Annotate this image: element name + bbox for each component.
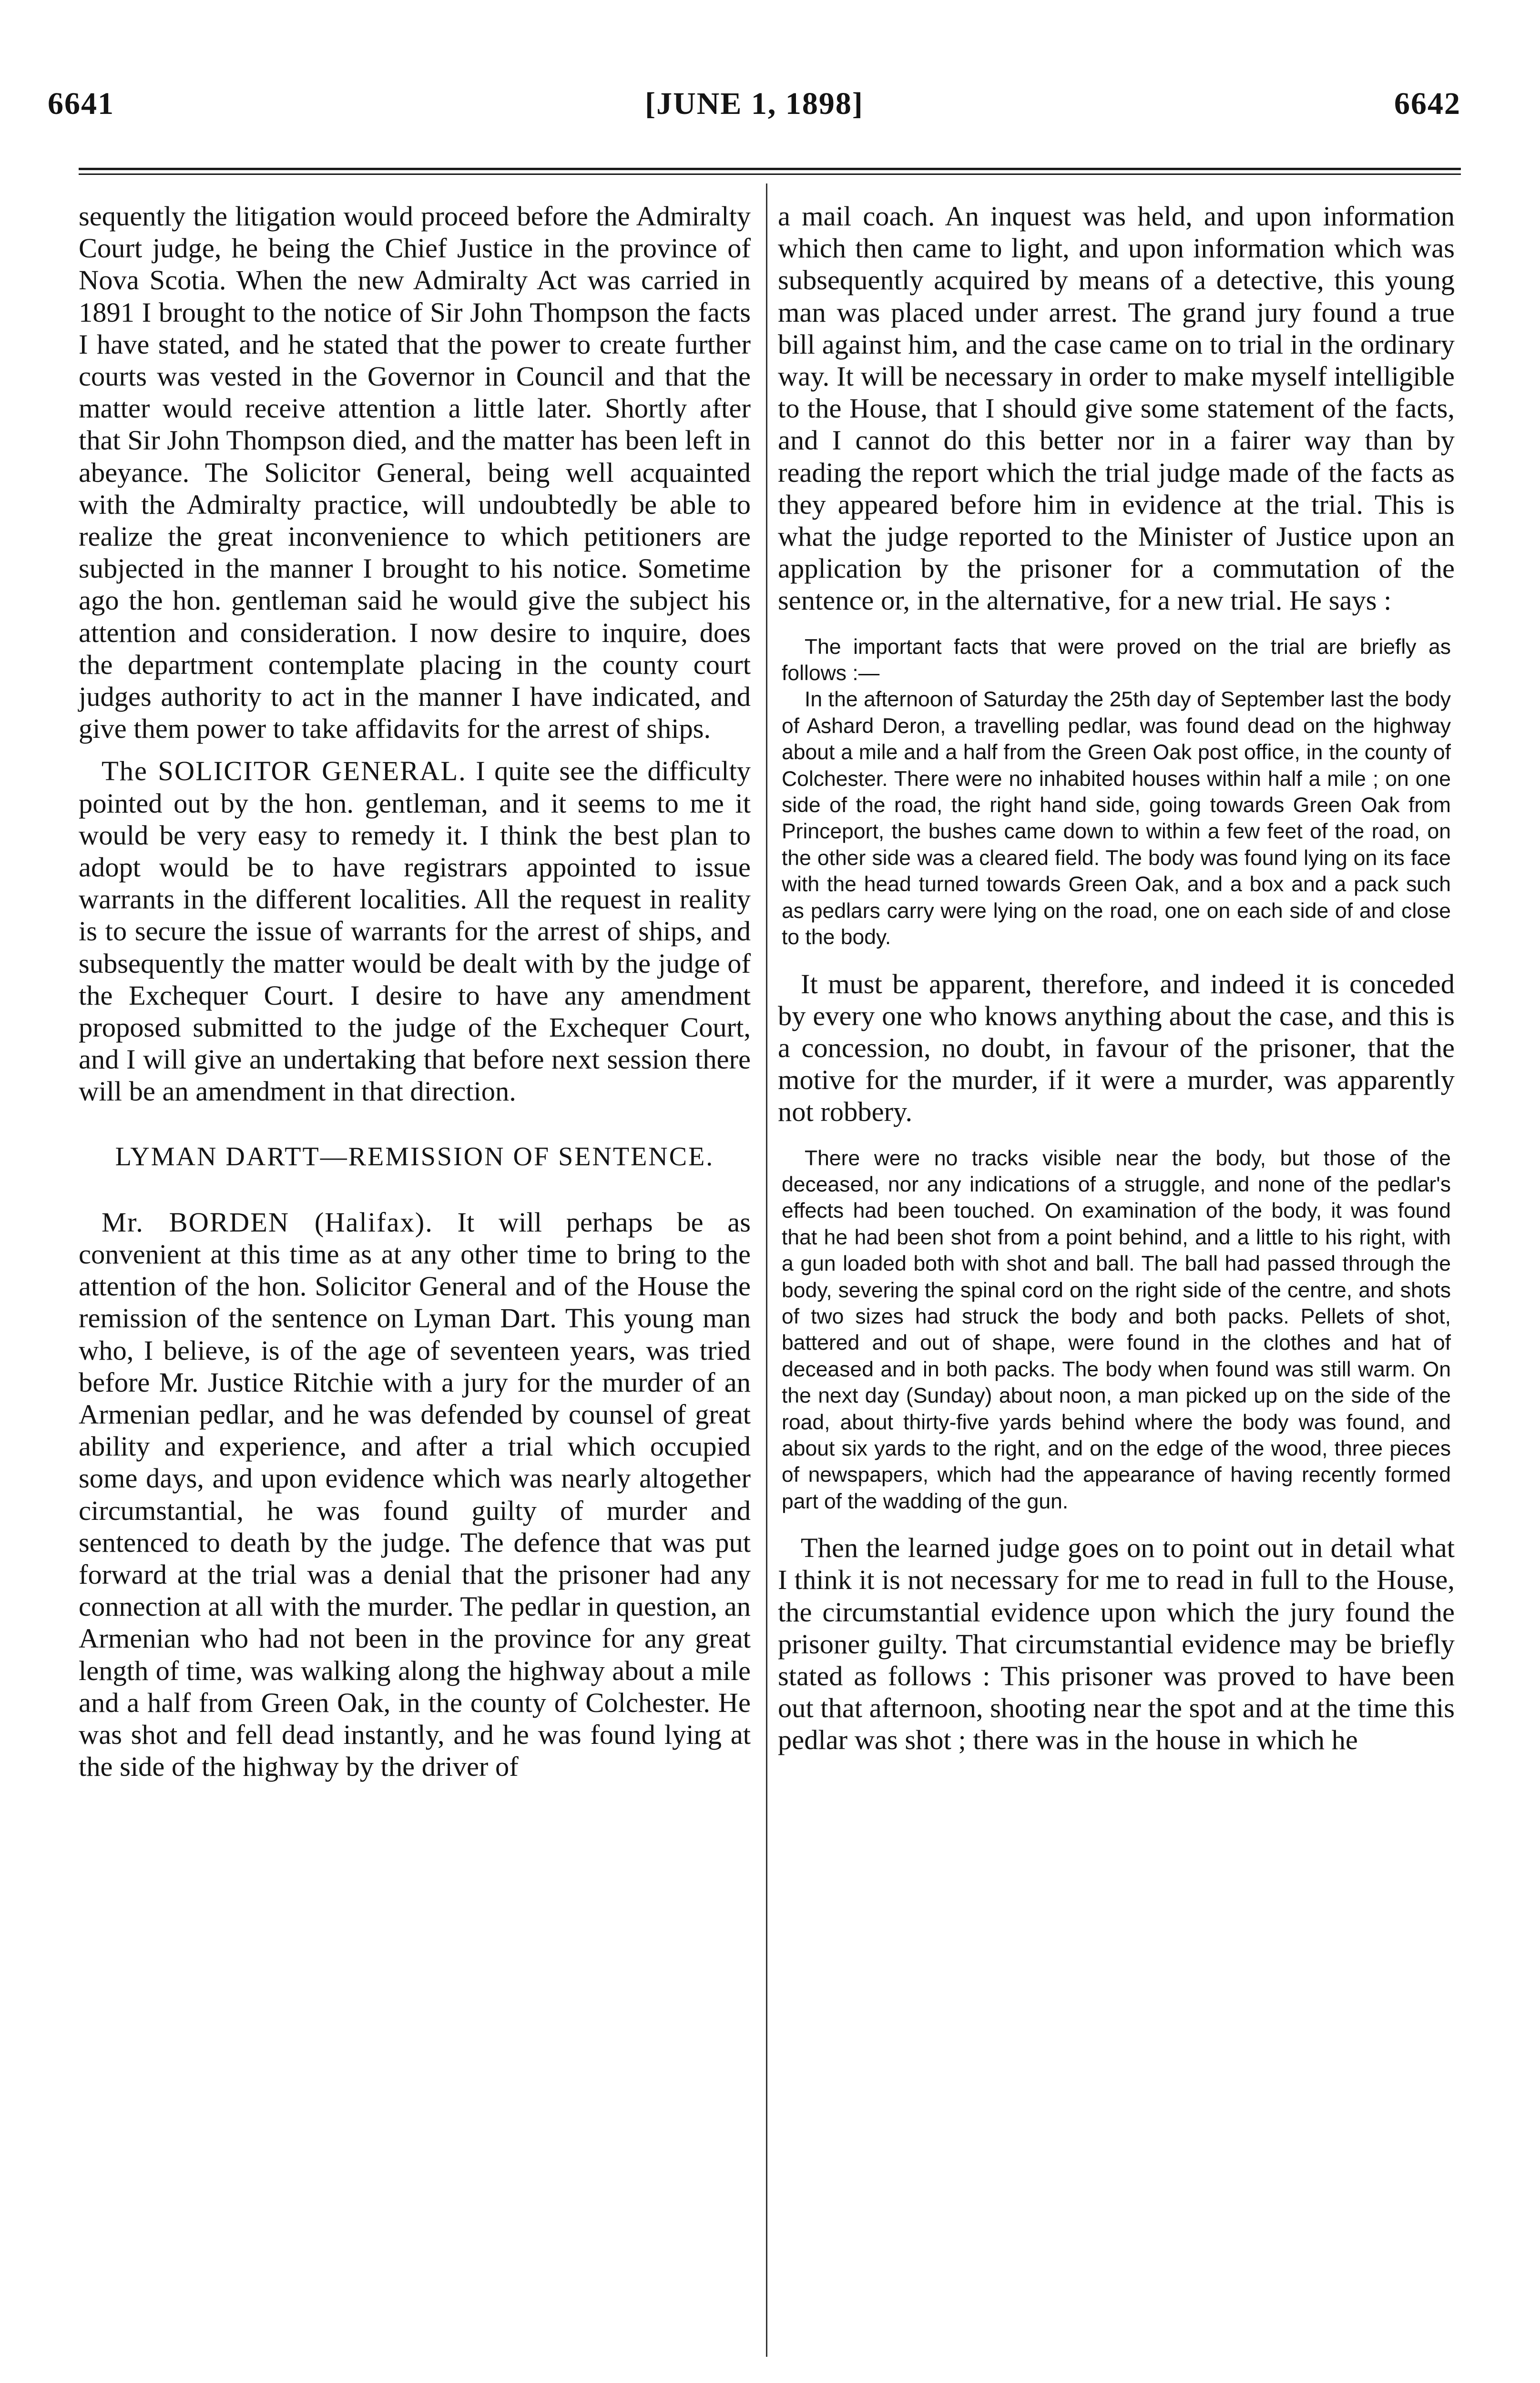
speaker-borden: Mr. BORDEN (Halifax).: [102, 1206, 433, 1238]
left-paragraph-3: [79, 1206, 751, 1783]
left-column: [79, 200, 751, 1782]
column-divider: [766, 183, 767, 2357]
left-paragraph-1: sequently the litigation would proceed before the Admiralty Court judge, he being the Chief Justice in the province of Nova Scotia. When the new Admiralty Act was carried in 1891 I brought to the notice of Sir John Thompson the facts I have stated, and he stated that the power to create further courts was vested in the Governor in Council and that the matter would receive attention a little later. Shortly after that Sir John Thompson died, and the matter has been left in abeyance. The Solicitor General, being well acquainted with the Admiralty practice, will undoubtedly be able to realize the great inconvenience to which petitioners are subjected in the manner I brought to his notice. Sometime ago the hon. gentleman said he would give the subject his attention and consideration. I now desire to inquire, does the department contemplate placing in the county court judges authority to act in the manner I have indicated, and give them power to take affidavits for the arrest of ships.: [79, 201, 751, 744]
quote-1-body: In the afternoon of Saturday the 25th day of September last the body of Ashard Deron, a travelling pedlar, was found dead on the highway about a mile and a half from the Green Oak post office, in the county of Colchester. There were no inhabited houses within half a mile ; on one side of the road, the right hand side, going towards Green Oak from Princeport, the bushes came down to within a few feet of the road, on the other side was a cleared field. The body was found lying on its face with the head turned towards Green Oak, and a box and a pack such as pedlars carry were lying on the road, one on each side of and close to the body.: [782, 688, 1451, 949]
left-paragraph-2: [79, 755, 751, 1107]
right-paragraph-1: a mail coach. An inquest was held, and upon information which then came to light, and upon information which was subsequently acquired by means of a detective, this young man was placed under arrest. The grand jury found a true bill against him, and the case came on to trial in the ordinary way. It will be necessary in order to make myself intelligible to the House, that I should give some statement of the facts, and I cannot do this better nor in a fairer way than by reading the report which the trial judge made of the facts as they appeared before him in evidence at the trial. This is what the judge reported to the Minister of Justice upon an application by the prisoner for a commutation of the sentence or, in the alternative, for a new trial. He says :: [778, 201, 1455, 616]
quote-1-intro: The important facts that were proved on the trial are briefly as follows :—: [782, 635, 1451, 685]
header-rule-thin: [79, 173, 1461, 175]
left-paragraph-3-text: It will perhaps be as convenient at this time as at any other time to bring to the attention of the hon. Solicitor General and of the House the remission of the sentence on Lyman Dart. This young man who, I believe, is of the age of seventeen years, was tried before Mr. Justice Ritchie with a jury for the murder of an Armenian pedlar, and he was defended by counsel of great ability and experience, and after a trial which occupied some days, and upon evidence which was nearly altogether circumstantial, he was found guilty of murder and sentenced to death by the judge. The defence that was put forward at the trial was a denial that the prisoner had any connection at all with the murder. The pedlar in question, an Armenian who had not been in the province for any great length of time, was walking along the highway about a mile and a half from Green Oak, in the county of Colchester. He was shot and fell dead instantly, and he was found lying at the side of the highway by the driver of: [79, 1206, 751, 1782]
page-number-left: 6641: [48, 86, 114, 121]
page-header: [48, 81, 1461, 138]
section-heading: LYMAN DARTT—REMISSION OF SENTENCE.: [115, 1141, 714, 1171]
right-column: [778, 200, 1455, 1756]
page-number-right: 6642: [1394, 86, 1461, 121]
right-paragraph-3: Then the learned judge goes on to point out in detail what I think it is not necessary for me to read in full to the House, the circumstantial evidence upon which the jury found the prisoner guilty. That circumstantial evidence may be briefly stated as follows : This prisoner was proved to have been out that afternoon, shooting near the spot and at the time this pedlar was shot ; there was in the house in which he: [778, 1532, 1455, 1756]
quote-2: There were no tracks visible near the body, but those of the deceased, nor any indications of a struggle, and none of the pedlar's effects had been touched. On examination of the body, it was found that he had been shot from a point behind, and a little to his right, with a gun loaded both with shot and ball. The ball had passed through the body, severing the spinal cord on the right side of the centre, and shots of two sizes had struck the body and both packs. Pellets of shot, battered and out of shape, were found in the clothes and hat of deceased and in both packs. The body when found was still warm. On the next day (Sunday) about noon, a man picked up on the side of the road, about thirty-five yards behind where the body was found, and about six yards to the right, and on the edge of the wood, three pieces of newspapers, which had the appearance of having recently formed part of the wadding of the gun.: [782, 1146, 1451, 1513]
issue-date: [JUNE 1, 1898]: [645, 86, 864, 121]
header-rule: [79, 168, 1461, 170]
left-paragraph-2-text: I quite see the difficulty pointed out by the hon. gentleman, and it seems to me it would be very easy to remedy it. I think the best plan to adopt would be to have registrars appointed to issue warrants in the different localities. All the request in reality is to secure the issue of warrants for the arrest of ships, and subsequently the matter would be dealt with by the judge of the Exchequer Court. I desire to have any amendment proposed submitted to the judge of the Exchequer Court, and I will give an undertaking that before next session there will be an amendment in that direction.: [79, 755, 751, 1107]
speaker-solicitor-general: The SOLICITOR GENERAL.: [102, 755, 467, 787]
right-paragraph-2: It must be apparent, therefore, and indeed it is conceded by every one who knows anything about the case, and this is a concession, no doubt, in favour of the prisoner, that the motive for the murder, if it were a murder, was apparently not robbery.: [778, 968, 1455, 1128]
